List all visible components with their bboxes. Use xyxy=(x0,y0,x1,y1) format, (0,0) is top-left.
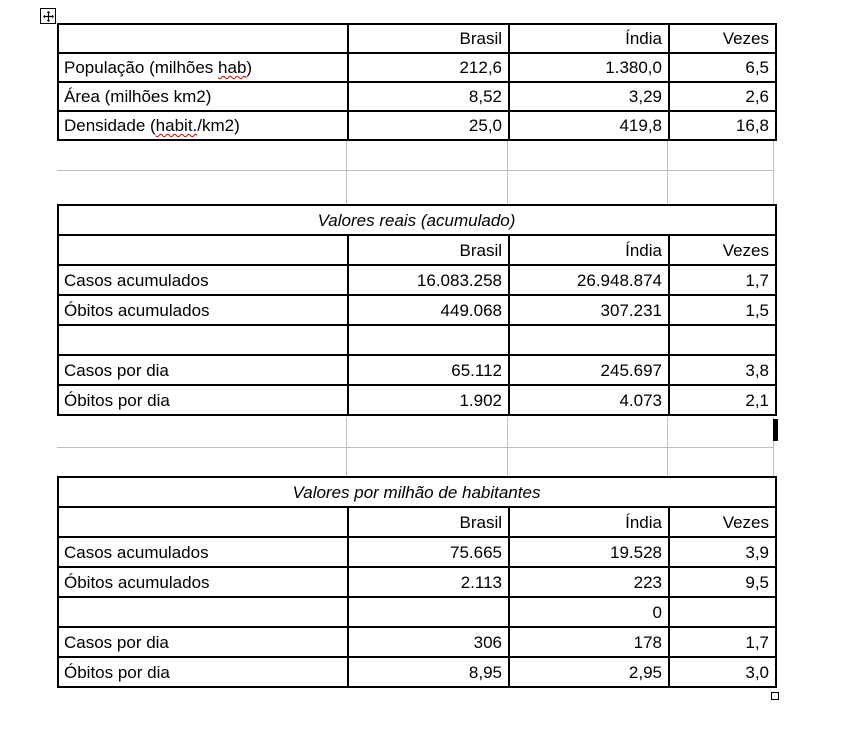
cell-text: Casos acumulados xyxy=(64,270,209,290)
row-label-cell[interactable] xyxy=(58,325,348,355)
header-row xyxy=(58,507,776,537)
gridline-vertical xyxy=(507,141,508,204)
row-label-cell[interactable] xyxy=(58,355,348,385)
india-header-cell[interactable]: Índia xyxy=(509,24,669,53)
table-row xyxy=(58,111,776,140)
country-comparison-table xyxy=(57,23,777,141)
cell-text: Casos acumulados xyxy=(64,542,209,562)
vezes-value-cell[interactable]: 2,1 xyxy=(669,385,776,415)
cell-text: Óbitos por dia xyxy=(64,662,170,682)
move-cross-icon xyxy=(43,11,54,22)
row-label-cell[interactable] xyxy=(58,111,348,140)
brasil-header-cell[interactable]: Brasil xyxy=(348,507,509,537)
brasil-value-cell[interactable]: 212,6 xyxy=(348,53,509,82)
table-row xyxy=(58,265,776,295)
per-million-table xyxy=(57,476,777,688)
zero-row xyxy=(58,597,776,627)
vezes-value-cell[interactable]: 1,7 xyxy=(669,627,776,657)
row-label-cell[interactable] xyxy=(58,265,348,295)
table-row xyxy=(58,627,776,657)
india-value-cell[interactable]: 2,95 xyxy=(509,657,669,687)
section-title-cell[interactable]: Valores reais (acumulado) xyxy=(58,205,776,235)
brasil-value-cell[interactable]: 16.083.258 xyxy=(348,265,509,295)
vezes-value-cell[interactable]: 16,8 xyxy=(669,111,776,140)
table-row xyxy=(58,657,776,687)
gridline-horizontal xyxy=(57,170,774,171)
india-value-cell[interactable] xyxy=(509,325,669,355)
row-label-cell[interactable] xyxy=(58,82,348,111)
corner-blank-cell[interactable] xyxy=(58,507,348,537)
header-row xyxy=(58,235,776,265)
brasil-header-cell[interactable]: Brasil xyxy=(348,235,509,265)
table-row xyxy=(58,567,776,597)
table-row xyxy=(58,355,776,385)
cell-text: ) xyxy=(246,58,253,77)
gridline-vertical xyxy=(773,141,774,204)
table-row xyxy=(58,385,776,415)
vezes-value-cell[interactable]: 2,6 xyxy=(669,82,776,111)
header-row xyxy=(58,24,776,53)
row-label-cell[interactable] xyxy=(58,567,348,597)
section-title-cell[interactable]: Valores por milhão de habitantes xyxy=(58,477,776,507)
brasil-value-cell[interactable]: 65.112 xyxy=(348,355,509,385)
table-row xyxy=(58,82,776,111)
cell-text: Densidade ( xyxy=(64,116,156,135)
vezes-value-cell[interactable]: 3,8 xyxy=(669,355,776,385)
brasil-value-cell[interactable] xyxy=(348,597,509,627)
object-resize-handle[interactable] xyxy=(771,692,779,700)
india-value-cell[interactable]: 0 xyxy=(509,597,669,627)
table-row xyxy=(58,295,776,325)
title-row xyxy=(58,205,776,235)
cell-cursor-artifact xyxy=(773,419,778,441)
vezes-value-cell[interactable] xyxy=(669,597,776,627)
vezes-value-cell[interactable]: 1,7 xyxy=(669,265,776,295)
cell-text: Área (milhões km2) xyxy=(64,87,212,106)
india-value-cell[interactable]: 1.380,0 xyxy=(509,53,669,82)
brasil-value-cell[interactable]: 449.068 xyxy=(348,295,509,325)
row-label-cell[interactable] xyxy=(58,657,348,687)
absolute-values-table xyxy=(57,204,777,416)
brasil-value-cell[interactable]: 8,52 xyxy=(348,82,509,111)
india-value-cell[interactable]: 178 xyxy=(509,627,669,657)
gridline-horizontal xyxy=(57,447,774,448)
row-label-cell[interactable] xyxy=(58,537,348,567)
row-label-cell[interactable] xyxy=(58,295,348,325)
cell-text: Casos por dia xyxy=(64,360,169,380)
brasil-header-cell[interactable]: Brasil xyxy=(348,24,509,53)
table-row xyxy=(58,537,776,567)
cell-text: População (milhões xyxy=(64,58,219,77)
misspelled-text: habit. xyxy=(155,116,198,135)
vezes-value-cell[interactable]: 6,5 xyxy=(669,53,776,82)
brasil-value-cell[interactable]: 8,95 xyxy=(348,657,509,687)
india-value-cell[interactable]: 245.697 xyxy=(509,355,669,385)
corner-blank-cell[interactable] xyxy=(58,235,348,265)
corner-blank-cell[interactable] xyxy=(58,24,348,53)
brasil-value-cell[interactable]: 75.665 xyxy=(348,537,509,567)
row-label-cell[interactable] xyxy=(58,385,348,415)
cell-text: Óbitos acumulados xyxy=(64,300,210,320)
india-value-cell[interactable]: 3,29 xyxy=(509,82,669,111)
empty-row xyxy=(58,325,776,355)
vezes-value-cell[interactable]: 3,0 xyxy=(669,657,776,687)
cell-text: Casos por dia xyxy=(64,632,169,652)
india-header-cell[interactable]: Índia xyxy=(509,235,669,265)
india-value-cell[interactable]: 307.231 xyxy=(509,295,669,325)
vezes-value-cell[interactable]: 9,5 xyxy=(669,567,776,597)
cell-text: Óbitos por dia xyxy=(64,390,170,410)
brasil-value-cell[interactable]: 306 xyxy=(348,627,509,657)
india-value-cell[interactable]: 26.948.874 xyxy=(509,265,669,295)
india-value-cell[interactable]: 223 xyxy=(509,567,669,597)
vezes-header-cell[interactable]: Vezes xyxy=(669,507,776,537)
brasil-value-cell[interactable]: 25,0 xyxy=(348,111,509,140)
vezes-header-cell[interactable]: Vezes xyxy=(669,235,776,265)
india-header-cell[interactable]: Índia xyxy=(509,507,669,537)
vezes-value-cell[interactable]: 3,9 xyxy=(669,537,776,567)
table-row xyxy=(58,53,776,82)
india-value-cell[interactable]: 4.073 xyxy=(509,385,669,415)
vezes-value-cell[interactable]: 1,5 xyxy=(669,295,776,325)
cell-text: Óbitos acumulados xyxy=(64,572,210,592)
row-label-cell[interactable] xyxy=(58,597,348,627)
vezes-value-cell[interactable] xyxy=(669,325,776,355)
india-value-cell[interactable]: 419,8 xyxy=(509,111,669,140)
cell-text: /km2) xyxy=(197,116,240,135)
row-label-cell[interactable] xyxy=(58,53,348,82)
vezes-header-cell[interactable]: Vezes xyxy=(669,24,776,53)
gridline-vertical xyxy=(667,141,668,204)
title-row xyxy=(58,477,776,507)
brasil-value-cell[interactable]: 1.902 xyxy=(348,385,509,415)
gridline-vertical xyxy=(346,141,347,204)
india-value-cell[interactable]: 19.528 xyxy=(509,537,669,567)
brasil-value-cell[interactable] xyxy=(348,325,509,355)
object-move-handle[interactable] xyxy=(40,8,56,24)
misspelled-text: hab xyxy=(218,58,247,77)
brasil-value-cell[interactable]: 2.113 xyxy=(348,567,509,597)
row-label-cell[interactable] xyxy=(58,627,348,657)
